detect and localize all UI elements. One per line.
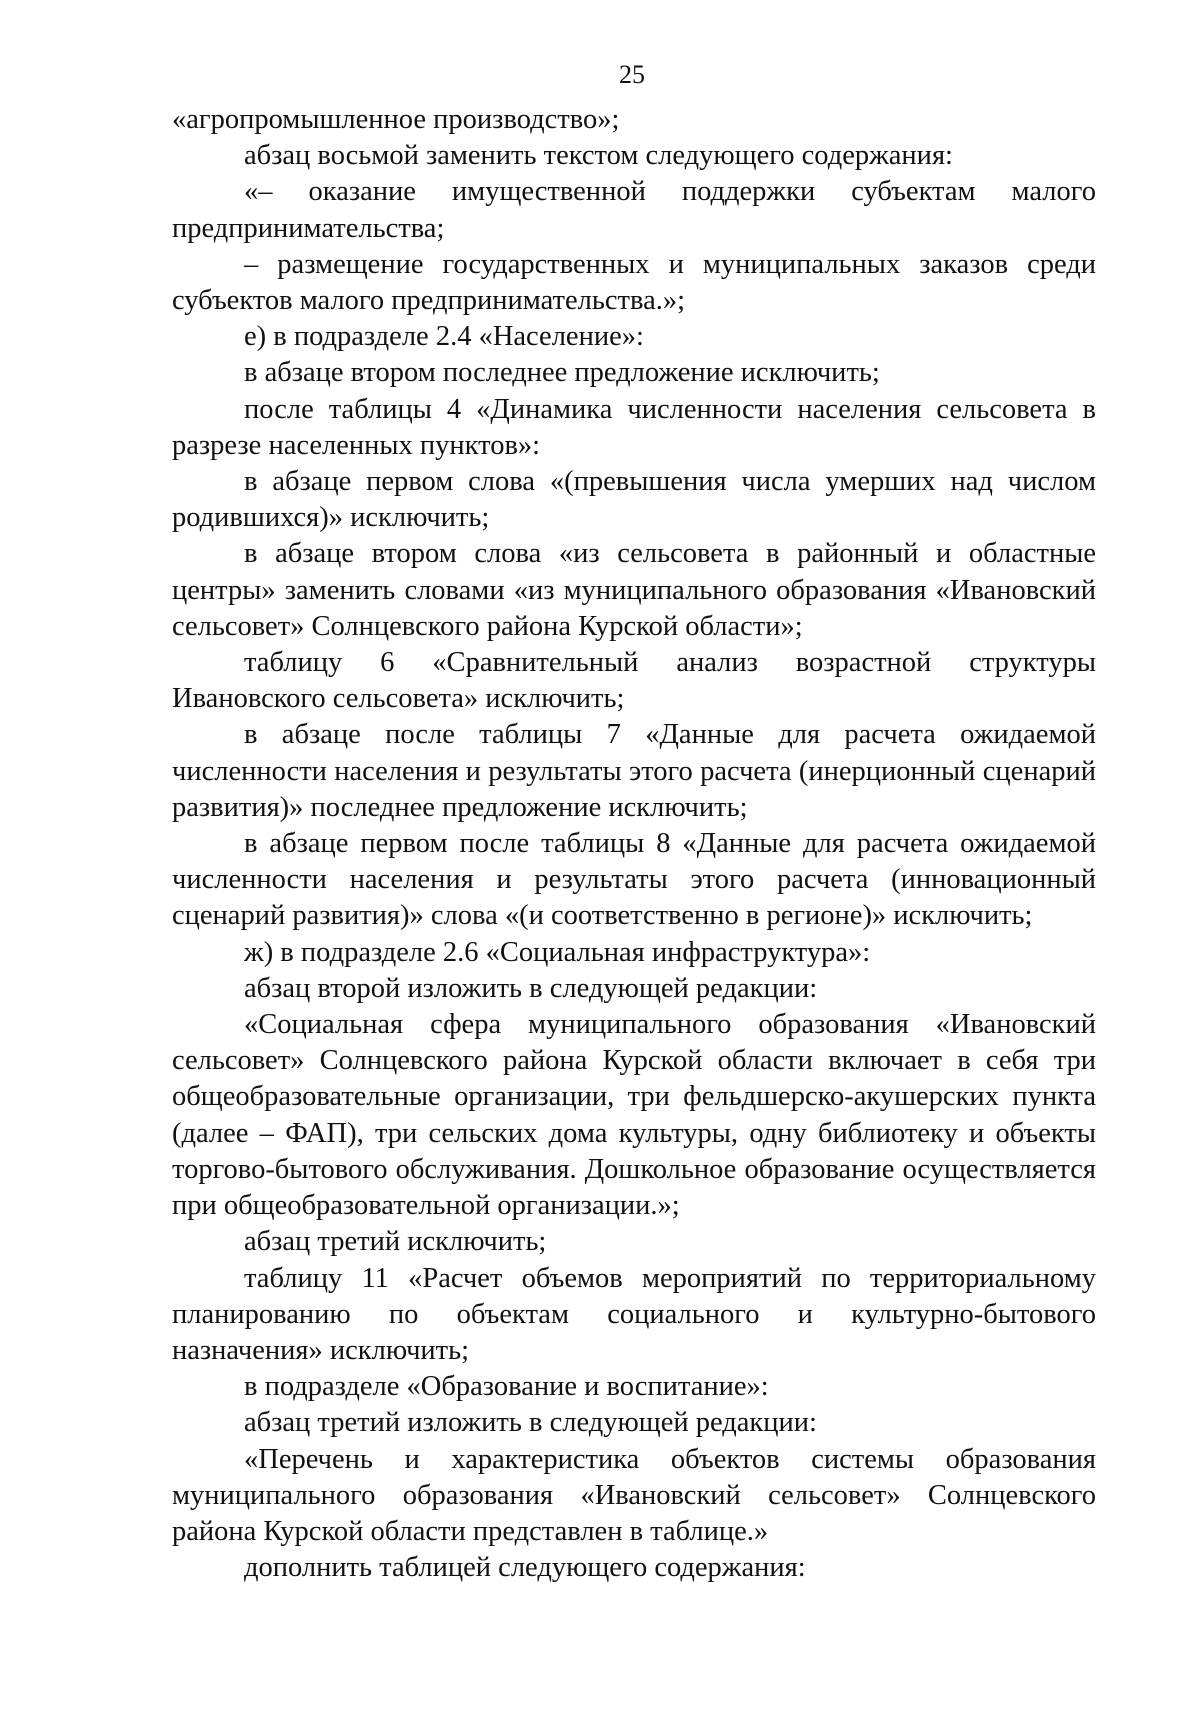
paragraph: «Социальная сфера муниципального образования «Ивановский сельсовет» Солнцевского района Курской области включает в себя три общеобразовательные организации, три фельдшерско-акушерских пункта (далее – ФАП), три сельских дома культуры, одну библиотеку и объекты торгово-бытового обслуживания. Дошкольное образование осуществляется при общеобразовательной организации.»; (172, 1009, 1096, 1222)
paragraph: в абзаце первом после таблицы 8 «Данные для расчета ожидаемой численности населения и результаты этого расчета (инновационный сценарий развития)» слова «(и соответственно в регионе)» исключить; (172, 828, 1096, 932)
paragraph: «агропромышленное производство»; (172, 104, 620, 135)
paragraph: в абзаце втором последнее предложение исключить; (244, 357, 880, 389)
paragraph: в абзаце втором слова «из сельсовета в районный и областные центры» заменить словами «из муниципального образования «Ивановский сельсовет» Солнцевского района Курской области»; (172, 538, 1096, 642)
paragraph: «Перечень и характеристика объектов системы образования муниципального образования «Ивановский сельсовет» Солнцевского района Курской области представлен в таблице.» (172, 1443, 1096, 1547)
paragraph: таблицу 6 «Сравнительный анализ возрастной структуры Ивановского сельсовета» исключить; (172, 647, 1096, 715)
page-number: 25 (619, 60, 645, 89)
paragraph: абзац восьмой заменить текстом следующего содержания: (244, 140, 953, 172)
paragraph: дополнить таблицей следующего содержания: (244, 1552, 806, 1584)
paragraph: в абзаце первом слова «(превышения числа умерших над числом родившихся)» исключить; (172, 466, 1096, 534)
paragraph: ж) в подразделе 2.6 «Социальная инфраструктура»: (244, 936, 871, 968)
paragraph: «– оказание имущественной поддержки субъектам малого предпринимательства; (172, 176, 1096, 244)
paragraph: абзац третий изложить в следующей редакции: (244, 1407, 817, 1439)
document-body (172, 102, 1096, 1586)
paragraph: в подразделе «Образование и воспитание»: (244, 1371, 769, 1403)
paragraph: после таблицы 4 «Динамика численности населения сельсовета в разрезе населенных пунктов»: (172, 393, 1096, 461)
paragraph: е) в подразделе 2.4 «Население»: (244, 321, 644, 353)
paragraph: абзац третий исключить; (244, 1226, 547, 1258)
paragraph: в абзаце после таблицы 7 «Данные для расчета ожидаемой численности населения и результаты этого расчета (инерционный сценарий развития)» последнее предложение исключить; (172, 719, 1096, 823)
paragraph: – размещение государственных и муниципальных заказов среди субъектов малого предпринимательства.»; (172, 248, 1096, 317)
paragraph: таблицу 11 «Расчет объемов мероприятий по территориальному планированию по объектам социального и культурно-бытового назначения» исключить; (172, 1262, 1096, 1366)
paragraph: абзац второй изложить в следующей редакции: (244, 972, 818, 1004)
